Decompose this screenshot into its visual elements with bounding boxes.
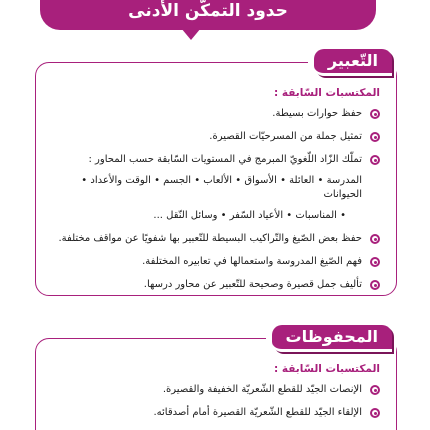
- section-title-wrap: [266, 325, 396, 352]
- list-item: الإلقاء الجيّد للقطع الشّعريّة القصيرة أمام أصدقائه.: [46, 406, 380, 420]
- item-list: [46, 383, 380, 420]
- ring-bullet-icon: [370, 257, 380, 267]
- section-title: المحفوظات: [272, 325, 392, 352]
- ring-bullet-icon: [370, 234, 380, 244]
- list-item: تأليف جمل قصيرة وصحيحة للتّعبير عن محاور درسها.: [46, 278, 380, 292]
- top-banner: [40, 0, 376, 30]
- section-body: [36, 63, 396, 292]
- ring-bullet-icon: [370, 155, 380, 165]
- ring-bullet-icon: [370, 385, 380, 395]
- banner-tail: [181, 28, 201, 40]
- list-item: حفظ بعض الصّيغ والتّراكيب البسيطة للتّعبير بها شفويًا عن مواقف مختلفة.: [46, 232, 380, 246]
- themes-line: المدرسة • العائلة • الأسواق • الألعاب • الجسم • الوقت والأعداد • الحيوانات: [81, 175, 362, 200]
- section-subhead: المكتسبات السّابقة :: [274, 363, 380, 375]
- section-recitation: [35, 327, 397, 430]
- item-list: [46, 107, 380, 167]
- themes-line: • المناسبات • الأعياد السّفر • وسائل النّقل ...: [153, 210, 346, 221]
- section-expression: [35, 51, 397, 296]
- list-item: تمثيل جملة من المسرحيّات القصيرة.: [46, 130, 380, 144]
- ring-bullet-icon: [370, 408, 380, 418]
- section-title-wrap: [308, 49, 396, 76]
- list-item: الإنصات الجيّد للقطع الشّعريّة الخفيفة والقصيرة.: [46, 383, 380, 397]
- item-list: [46, 232, 380, 292]
- ring-bullet-icon: [370, 132, 380, 142]
- section-title: التّعبير: [314, 49, 392, 76]
- list-item: حفظ حوارات بسيطة.: [46, 107, 380, 121]
- list-item: فهم الصّيغ المدروسة واستعمالها في تعابيره المختلفة.: [46, 255, 380, 269]
- ring-bullet-icon: [370, 280, 380, 290]
- banner-title: حدود التمكّن الأدنى: [128, 1, 288, 21]
- section-subhead: المكتسبات السّابقة :: [274, 87, 380, 99]
- ring-bullet-icon: [370, 109, 380, 119]
- list-item: تملّك الزّاد اللّغويّ المبرمج في المستويات السّابقة حسب المحاور :: [46, 153, 380, 167]
